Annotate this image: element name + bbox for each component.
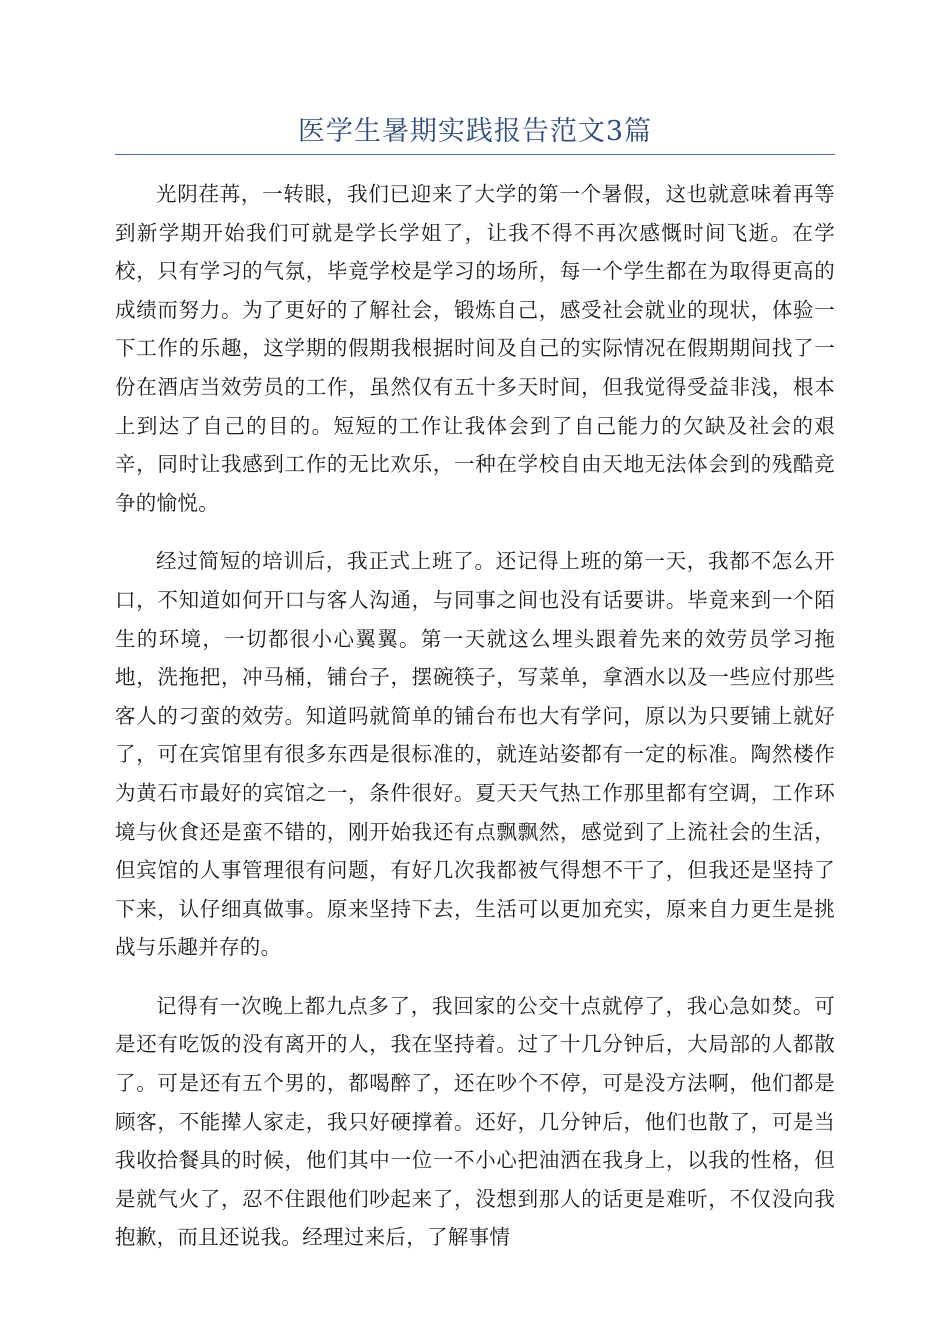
title-underline: [115, 154, 835, 155]
paragraph-2: 经过简短的培训后，我正式上班了。还记得上班的第一天，我都不怎么开口，不知道如何开口与客人沟通，与同事之间也没有话要讲。毕竟来到一个陌生的环境，一切都很小心翼翼。第一天就这么埋头跟着先来的效劳员学习拖地，洗拖把，冲马桶，铺台子，摆碗筷子，写菜单，拿酒水以及一些应付那些客人的刁蛮的效劳。知道吗就简单的铺台布也大有学问，原以为只要铺上就好了，可在宾馆里有很多东西是很标准的，就连站姿都有一定的标准。陶然楼作为黄石市最好的宾馆之一，条件很好。夏天天气热工作那里都有空调，工作环境与伙食还是蛮不错的，刚开始我还有点飘飘然，感觉到了上流社会的生活，但宾馆的人事管理很有问题，有好几次我都被气得想不干了，但我还是坚持了下来，认仔细真做事。原来坚持下去，生活可以更加充实，原来自力更生是挑战与乐趣并存的。: [115, 549, 835, 960]
document-title: 医学生暑期实践报告范文3篇: [297, 116, 653, 147]
paragraph-3: 记得有一次晚上都九点多了，我回家的公交十点就停了，我心急如焚。可是还有吃饭的没有离开的人，我在坚持着。过了十几分钟后，大局部的人都散了。可是还有五个男的，都喝醉了，还在吵个不停，可是没方法啊，他们都是顾客，不能撵人家走，我只好硬撑着。还好，几分钟后，他们也散了，可是当我收拾餐具的时候，他们其中一位一不小心把油洒在我身上，以我的性格，但是就气火了，忍不住跟他们吵起来了，没想到那人的话更是难听，不仅没向我抱歉，而且还说我。经理过来后，了解事情: [115, 993, 835, 1250]
document-body: [115, 175, 835, 1277]
paragraph-1: 光阴荏苒，一转眼，我们已迎来了大学的第一个暑假，这也就意味着再等到新学期开始我们可就是学长学姐了，让我不得不再次感慨时间飞逝。在学校，只有学习的气氛，毕竟学校是学习的场所，每一个学生都在为取得更高的成绩而努力。为了更好的了解社会，锻炼自己，感受社会就业的现状，体验一下工作的乐趣，这学期的假期我根据时间及自己的实际情况在假期期间找了一份在酒店当效劳员的工作，虽然仅有五十多天时间，但我觉得受益非浅，根本上到达了自己的目的。短短的工作让我体会到了自己能力的欠缺及社会的艰辛，同时让我感到工作的无比欢乐，一种在学校自由天地无法体会到的残酷竞争的愉悦。: [115, 182, 835, 515]
